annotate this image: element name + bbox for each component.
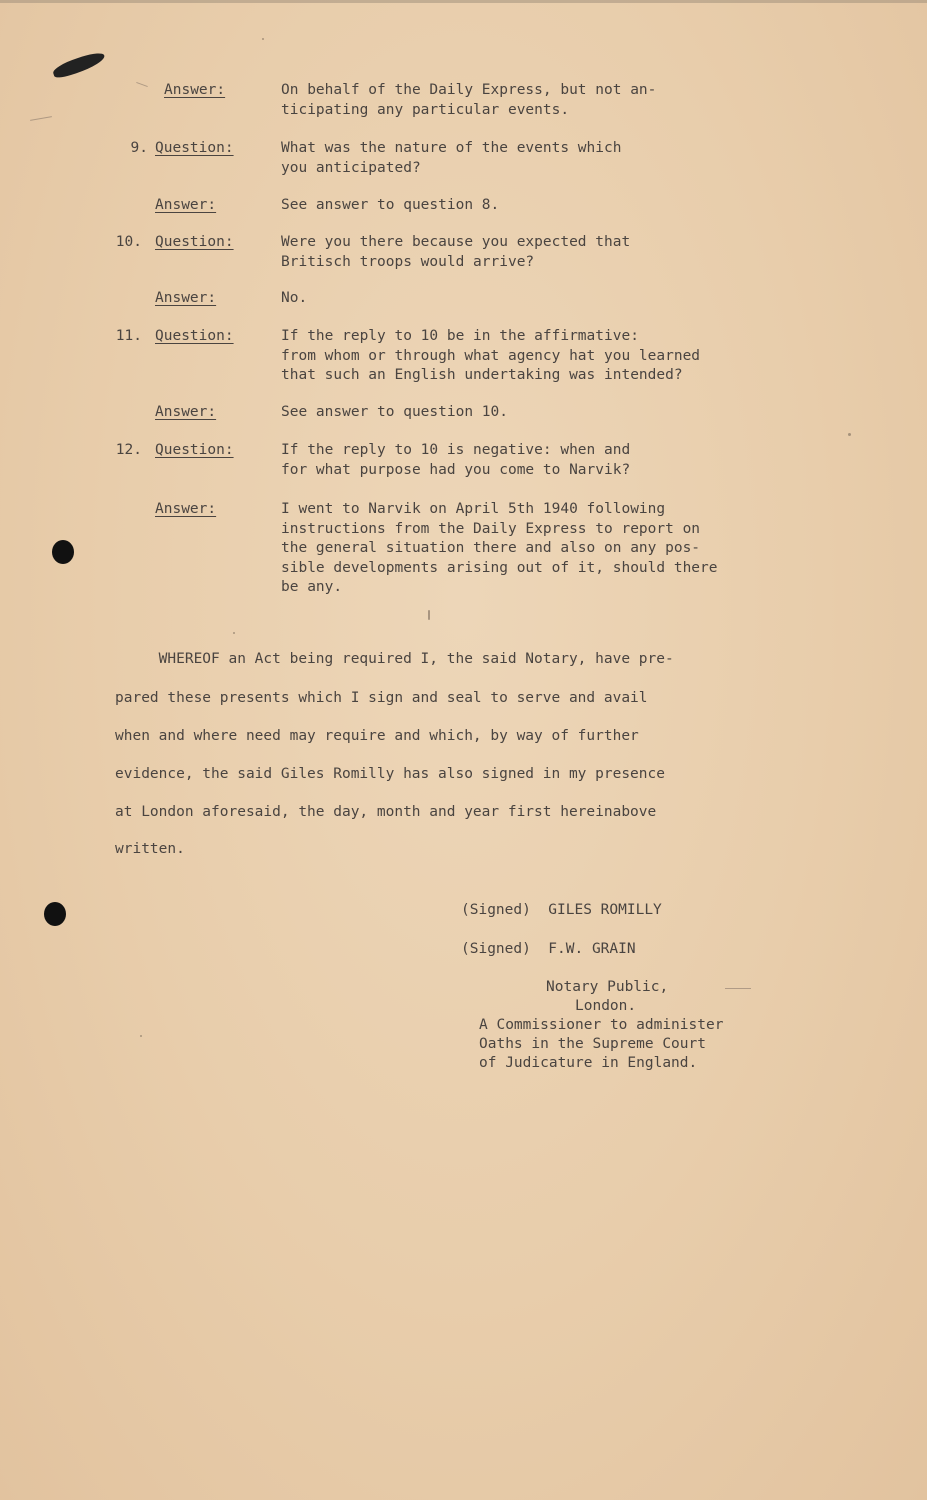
text-line: Britisch troops would arrive? — [281, 253, 535, 270]
text-line: from whom or through what agency hat you learned — [281, 347, 701, 364]
answer-text — [281, 81, 781, 120]
text-line: On behalf of the Daily Express, but not an- — [281, 82, 657, 98]
answer-text — [281, 500, 781, 598]
text-line: No. — [281, 290, 308, 306]
text-line: See answer to question 10. — [281, 404, 508, 420]
answer-text — [281, 403, 781, 423]
text-line: sible developments arising out of it, should there — [281, 559, 718, 576]
answer-text — [281, 289, 781, 309]
page-top-edge — [0, 0, 927, 3]
paper-mark — [136, 82, 148, 87]
question-text — [281, 441, 781, 480]
closing-line: pared these presents which I sign and seal to serve and avail — [115, 690, 648, 706]
paper-speck — [262, 38, 264, 40]
notary-title: Notary Public, — [546, 979, 669, 995]
text-line: If the reply to 10 be in the affirmative: — [281, 328, 639, 344]
commissioner-line-1: A Commissioner to administer — [479, 1017, 724, 1033]
text-line: Were you there because you expected that — [281, 234, 631, 250]
closing-line: at London aforesaid, the day, month and year first hereinabove — [115, 804, 657, 820]
question-label: Question: — [155, 140, 234, 156]
question-label: Question: — [155, 442, 234, 458]
closing-line: written. — [115, 841, 185, 857]
text-line: ticipating any particular events. — [281, 101, 570, 118]
commissioner-line-3: of Judicature in England. — [479, 1055, 698, 1071]
closing-line: WHEREOF an Act being required I, the said Notary, have pre- — [115, 651, 674, 667]
answer-label: Answer: — [164, 82, 226, 98]
text-line: that such an English undertaking was intended? — [281, 367, 683, 383]
question-number: 11. — [115, 328, 142, 344]
question-text — [281, 233, 781, 272]
ink-mark — [51, 50, 107, 80]
answer-label: Answer: — [155, 404, 217, 420]
paper-speck — [233, 632, 235, 634]
text-line: the general situation there and also on any pos- — [281, 540, 701, 556]
question-label: Question: — [155, 234, 234, 250]
signature-grain: (Signed) F.W. GRAIN — [461, 941, 636, 957]
text-line: If the reply to 10 is negative: when and — [281, 442, 631, 458]
question-text — [281, 139, 781, 178]
punch-hole — [44, 902, 66, 926]
paper-speck — [848, 433, 851, 436]
text-line: I went to Narvik on April 5th 1940 following — [281, 501, 666, 517]
answer-label: Answer: — [155, 501, 217, 517]
paper-mark — [725, 988, 751, 989]
text-line: instructions from the Daily Express to report on — [281, 520, 701, 537]
paper-speck — [428, 610, 430, 620]
closing-line: when and where need may require and which, by way of further — [115, 728, 639, 744]
question-number: 9. — [130, 140, 148, 156]
question-number: 10. — [115, 234, 142, 250]
text-line: be any. — [281, 579, 343, 595]
text-line: What was the nature of the events which — [281, 140, 622, 156]
question-label: Question: — [155, 328, 234, 344]
text-line: you anticipated? — [281, 159, 421, 176]
question-text — [281, 327, 781, 386]
paper-mark — [30, 116, 52, 121]
text-line: for what purpose had you come to Narvik? — [281, 461, 631, 478]
commissioner-line-2: Oaths in the Supreme Court — [479, 1036, 706, 1052]
text-line: See answer to question 8. — [281, 197, 500, 213]
closing-line: evidence, the said Giles Romilly has also signed in my presence — [115, 766, 665, 782]
signature-romilly: (Signed) GILES ROMILLY — [461, 902, 662, 918]
punch-hole — [52, 540, 74, 564]
answer-label: Answer: — [155, 197, 217, 213]
question-number: 12. — [115, 442, 142, 458]
answer-label: Answer: — [155, 290, 217, 306]
paper-speck — [140, 1035, 142, 1037]
answer-text — [281, 196, 781, 216]
notary-location: London. — [575, 998, 637, 1014]
